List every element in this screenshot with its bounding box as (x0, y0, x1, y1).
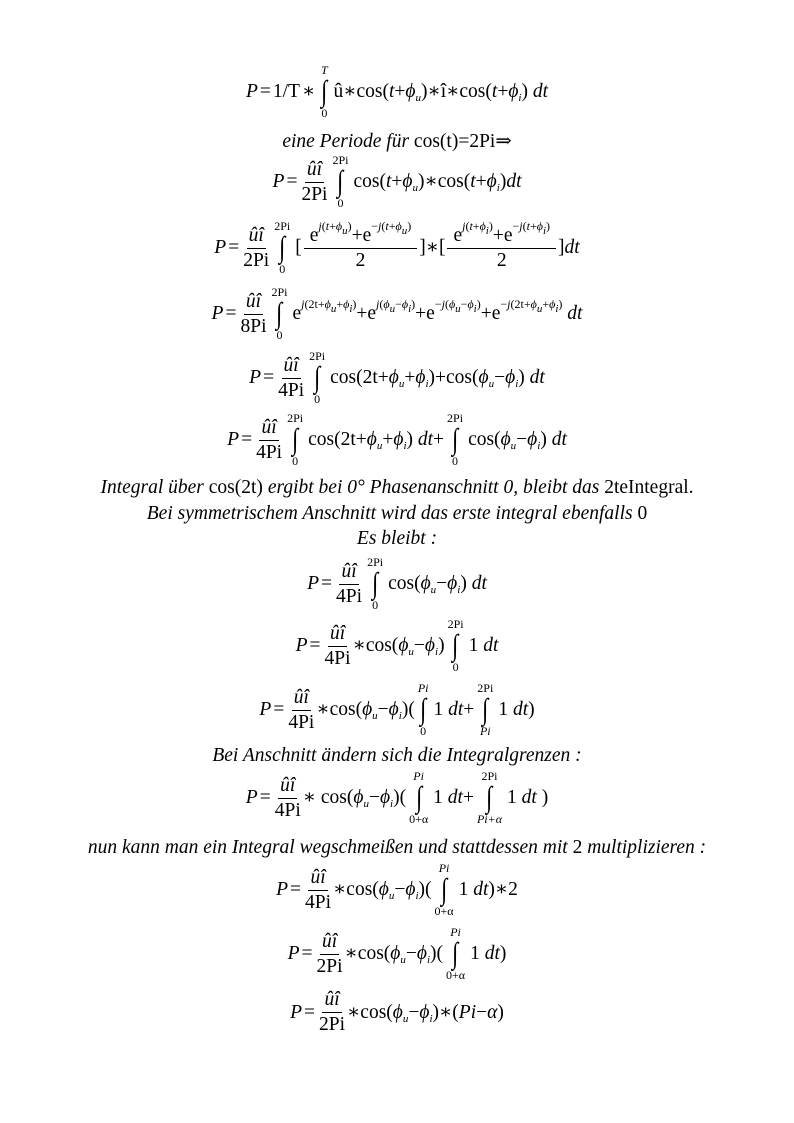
equation-9: P = $\frac{ûî}{4Pi}$ $∗\cos(\phi_u-\phi_i)$( Pi ∫ 0 1 dt+ 2Pi ∫ Pi 1 dt) (259, 681, 535, 738)
equation-8: P = $\frac{ûî}{4Pi}$ $∗\cos(\phi_u-\phi_i)$ 2Pi ∫ 0 1 dt (295, 617, 499, 674)
equation-2: P = $\frac{ûî}{2Pi}$ 2Pi ∫ 0 $\cos(t+\phi_u)∗\cos(t+\phi_i)dt$ (272, 153, 522, 210)
equation-13: P = $\frac{ûî}{2Pi}$ $∗\cos(\phi_u-\phi_i)∗(Pi-\alpha)$ (290, 989, 504, 1035)
text-periode: eine Periode für cos(t)=2Pi⇒ (282, 131, 512, 152)
equation-3: P = $\frac{ûî}{2Pi}$ 2Pi ∫ 0 [ $\frac{e^{j(t+\phi_u)}+e^{-j(t+\phi_u)}}{2}$ ]∗[ $\frac{e^{j(t+\phi_i)}+e^{-j(t+\phi_i)}}{2}$ ]dt (214, 218, 580, 276)
text-integral-ueber: Integral über cos(2t) ergibt bei 0° Phasenanschnitt 0, bleibt das 2teIntegral. (100, 477, 694, 498)
text-anschnitt: Bei Anschnitt ändern sich die Integralgrenzen : (212, 745, 582, 766)
equation-4: P = $\frac{ûî}{8Pi}$ 2Pi ∫ 0 $e^{j(2t+\phi_u+\phi_i)}+e^{j(\phi_u-\phi_i)}+e^{-j(\phi_u-\phi_i)}+e^{-j(2t+\phi_u+\phi_i)}$ dt (211, 285, 583, 342)
equation-6: P = $\frac{ûî}{4Pi}$ 2Pi ∫ 0 $\cos(2t+\phi_u+\phi_i)$ dt+ 2Pi ∫ 0 $\cos(\phi_u-\phi_i)$ dt (227, 411, 567, 468)
equation-10: P = $\frac{ûî}{4Pi}$ ∗ $\cos(\phi_u-\phi_i)$( Pi ∫ 0+α 1 dt+ 2Pi ∫ Pi+α 1 dt ) (245, 769, 549, 826)
integral-sign: T ∫ 0 (321, 63, 328, 120)
text-wegschmeissen: nun kann man ein Integral wegschmeißen und stattdessen mit 2 multiplizieren : (87, 837, 707, 858)
equation-5: P = $\frac{ûî}{4Pi}$ 2Pi ∫ 0 $\cos(2t+\phi_u+\phi_i)+\cos(\phi_u-\phi_i)$ dt (249, 349, 545, 406)
equation-1: P = 1/T ∗ T ∫ 0 $û∗\cos(t+\phi_u)∗î∗\cos(t+\phi_i)$ dt (245, 63, 549, 120)
equation-7: P = $\frac{ûî}{4Pi}$ 2Pi ∫ 0 $\cos(\phi_u-\phi_i)$ dt (307, 555, 487, 612)
text-es-bleibt: Es bleibt : (356, 528, 438, 549)
text-symmetrisch: Bei symmetrischem Anschnitt wird das erste integral ebenfalls 0 (146, 503, 648, 524)
equation-11: P = $\frac{ûî}{4Pi}$ $∗\cos(\phi_u-\phi_i)$( Pi ∫ 0+α 1 dt)∗2 (276, 861, 518, 918)
equation-12: P = $\frac{ûî}{2Pi}$ $∗\cos(\phi_u-\phi_i)$( Pi ∫ 0+α 1 dt) (287, 925, 507, 982)
